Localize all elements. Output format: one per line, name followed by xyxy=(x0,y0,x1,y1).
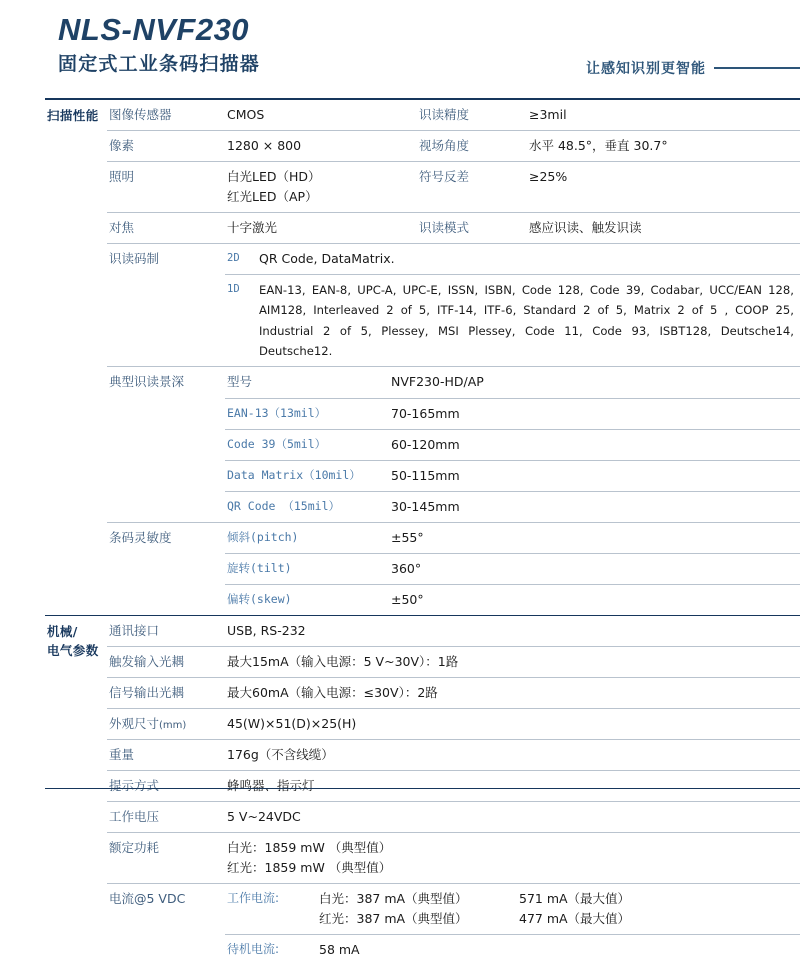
value-illumination-ap: 红光LED（AP） xyxy=(227,189,318,204)
sensitivity-key-skew: 偏转(skew) xyxy=(227,591,292,606)
section-mechanical-electrical xyxy=(45,615,800,965)
label-barcode-sensitivity: 条码灵敏度 xyxy=(109,529,172,545)
label-dimensions xyxy=(107,709,225,739)
page-title: NLS-NVF230 xyxy=(58,12,250,47)
label-illumination: 照明 xyxy=(109,169,135,184)
value-read-mode: 感应识读、触发识读 xyxy=(529,220,642,235)
label-signal-output: 信号输出光耦 xyxy=(109,684,185,700)
sensitivity-value-skew: ±50° xyxy=(391,591,424,607)
depth-key-qrcode: QR Code （15mil） xyxy=(227,498,341,513)
table-row xyxy=(107,709,800,740)
value-operating-voltage: 5 V~24VDC xyxy=(227,808,301,824)
current-operating-values xyxy=(319,884,800,934)
sensitivity-value-pitch: ±55° xyxy=(391,529,424,545)
current-red-typical: 红光：387 mA（典型值） xyxy=(319,910,468,926)
label-dimensions-unit: (mm) xyxy=(159,719,187,731)
sensitivity-key-pitch: 倾斜(pitch) xyxy=(227,529,299,544)
current-white-typical: 白光：387 mA（典型值） xyxy=(319,890,468,906)
row-half-left xyxy=(107,131,417,161)
table-row xyxy=(107,647,800,678)
value-dimensions: 45(W)×51(D)×25(H) xyxy=(227,715,357,731)
value-illumination xyxy=(225,162,417,212)
current-row-standby xyxy=(225,935,800,965)
symbology-row-1d xyxy=(225,275,800,366)
current-operating-red-line xyxy=(319,909,796,929)
current-white-max: 571 mA（最大值） xyxy=(519,890,631,906)
table-row xyxy=(107,678,800,709)
label-focus: 对焦 xyxy=(109,220,135,235)
symbology-subtable xyxy=(225,244,800,366)
tagline-text: 让感知识别更智能 xyxy=(586,61,706,77)
label-indicator: 提示方式 xyxy=(109,777,160,793)
row-half-right xyxy=(417,100,800,130)
row-half-left xyxy=(107,162,417,212)
value-read-accuracy: ≥3mil xyxy=(529,107,567,122)
tagline-rule-divider xyxy=(714,67,800,69)
value-image-sensor: CMOS xyxy=(227,107,265,122)
label-trigger-input: 触发输入光耦 xyxy=(109,653,185,669)
tagline-group xyxy=(586,58,800,78)
label-symbol-contrast: 符号反差 xyxy=(419,169,470,184)
value-comm-interface: USB, RS-232 xyxy=(227,622,306,638)
depth-header-row xyxy=(225,367,800,399)
row-half-right xyxy=(417,162,800,212)
specification-table xyxy=(45,98,800,965)
value-rated-power-red: 红光：1859 mW （典型值） xyxy=(227,859,392,875)
sensitivity-key-tilt: 旋转(tilt) xyxy=(227,560,292,575)
section-label-scanning: 扫描性能 xyxy=(47,108,99,123)
current-subtable xyxy=(225,884,800,965)
table-row xyxy=(107,771,800,802)
table-row xyxy=(107,802,800,833)
value-illumination-hd: 白光LED（HD） xyxy=(227,169,321,184)
label-current-5vdc: 电流@5 VDC xyxy=(109,890,186,906)
section-body-scanning xyxy=(107,100,800,615)
depth-header-value: NVF230-HD/AP xyxy=(391,374,484,390)
depth-key-ean13: EAN-13（13mil） xyxy=(227,405,327,420)
depth-row-code39 xyxy=(225,430,800,461)
page-header xyxy=(0,0,800,82)
section-body-mechanical xyxy=(107,616,800,965)
table-row xyxy=(107,833,800,884)
depth-value-qrcode: 30-145mm xyxy=(391,498,460,514)
value-weight: 176g（不含线缆） xyxy=(227,746,334,762)
depth-value-code39: 60-120mm xyxy=(391,436,460,452)
current-row-operating xyxy=(225,884,800,935)
current-standby-key: 待机电流: xyxy=(227,941,280,956)
row-half-right xyxy=(417,213,800,243)
value-trigger-input: 最大15mA（输入电源：5 V~30V）：1路 xyxy=(227,653,459,669)
table-row xyxy=(107,244,800,367)
table-row xyxy=(107,131,800,162)
depth-key-code39: Code 39（5mil） xyxy=(227,436,327,451)
table-row xyxy=(107,162,800,213)
row-half-right xyxy=(417,131,800,161)
section-label-mechanical-line1: 机械/ xyxy=(47,623,78,639)
value-signal-output: 最大60mA（输入电源：≤30V）：2路 xyxy=(227,684,438,700)
value-indicator: 蜂鸣器、指示灯 xyxy=(227,777,315,793)
table-row xyxy=(107,616,800,647)
label-pixel: 像素 xyxy=(109,138,135,153)
current-operating-key: 工作电流: xyxy=(227,890,280,905)
value-rated-power xyxy=(225,833,800,883)
value-field-of-view: 水平 48.5°，垂直 30.7° xyxy=(529,138,668,153)
value-pixel: 1280 × 800 xyxy=(227,138,302,153)
sensitivity-row-tilt xyxy=(225,554,800,585)
label-read-accuracy: 识读精度 xyxy=(419,107,470,122)
label-operating-voltage: 工作电压 xyxy=(109,808,160,824)
table-row xyxy=(107,884,800,965)
section-label-mechanical-line2: 电气参数 xyxy=(47,643,99,659)
sensitivity-row-skew xyxy=(225,585,800,615)
current-operating-white-line xyxy=(319,889,796,909)
label-comm-interface: 通讯接口 xyxy=(109,622,160,638)
section-scanning-performance xyxy=(45,100,800,615)
row-half-left xyxy=(107,213,417,243)
product-subtitle: 固定式工业条码扫描器 xyxy=(58,52,261,75)
current-red-max: 477 mA（最大值） xyxy=(519,910,631,926)
depth-header-key: 型号 xyxy=(227,374,253,390)
symbology-2d-key: 2D xyxy=(227,252,240,264)
label-image-sensor: 图像传感器 xyxy=(109,107,172,122)
depth-row-ean13 xyxy=(225,399,800,430)
symbology-2d-value: QR Code, DataMatrix. xyxy=(259,251,395,266)
label-dimensions-text: 外观尺寸 xyxy=(109,715,160,731)
section-label-mechanical xyxy=(45,616,107,965)
label-depth-of-field: 典型识读景深 xyxy=(109,374,185,390)
depth-row-datamatrix xyxy=(225,461,800,492)
label-field-of-view: 视场角度 xyxy=(419,138,470,153)
row-half-left xyxy=(107,100,417,130)
label-rated-power: 额定功耗 xyxy=(109,839,160,855)
current-standby-value: 58 mA xyxy=(319,941,360,957)
depth-row-qrcode xyxy=(225,492,800,522)
value-symbol-contrast: ≥25% xyxy=(529,169,568,184)
sensitivity-row-pitch xyxy=(225,523,800,554)
label-read-mode: 识读模式 xyxy=(419,220,470,235)
table-row xyxy=(107,740,800,771)
table-row xyxy=(107,100,800,131)
depth-key-datamatrix: Data Matrix（10mil） xyxy=(227,467,361,482)
symbology-1d-value: EAN-13, EAN-8, UPC-A, UPC-E, ISSN, ISBN, Code 128, Code 39, Codabar, UCC/EAN 128, AIM128, Interleaved 2 of 5, ITF-14, ITF-6, Standard 2 of 5, Matrix 2 of 5 , COOP 25, Industrial 2 of 5, Plessey, MSI Plessey, Code 11, Code 93, ISBT128, Deutsche14, Deutsche12. xyxy=(259,283,794,358)
table-row xyxy=(107,213,800,244)
sensitivity-subtable xyxy=(225,523,800,615)
table-row xyxy=(107,367,800,523)
table-row xyxy=(107,523,800,615)
value-focus: 十字激光 xyxy=(227,220,278,235)
symbology-1d-key: 1D xyxy=(227,283,240,295)
symbology-row-2d xyxy=(225,244,800,275)
depth-value-datamatrix: 50-115mm xyxy=(391,467,460,483)
label-weight: 重量 xyxy=(109,746,135,762)
depth-value-ean13: 70-165mm xyxy=(391,405,460,421)
label-symbologies: 识读码制 xyxy=(109,251,160,266)
table-bottom-rule xyxy=(45,788,800,789)
depth-subtable xyxy=(225,367,800,522)
sensitivity-value-tilt: 360° xyxy=(391,560,422,576)
value-rated-power-white: 白光：1859 mW （典型值） xyxy=(227,839,392,855)
